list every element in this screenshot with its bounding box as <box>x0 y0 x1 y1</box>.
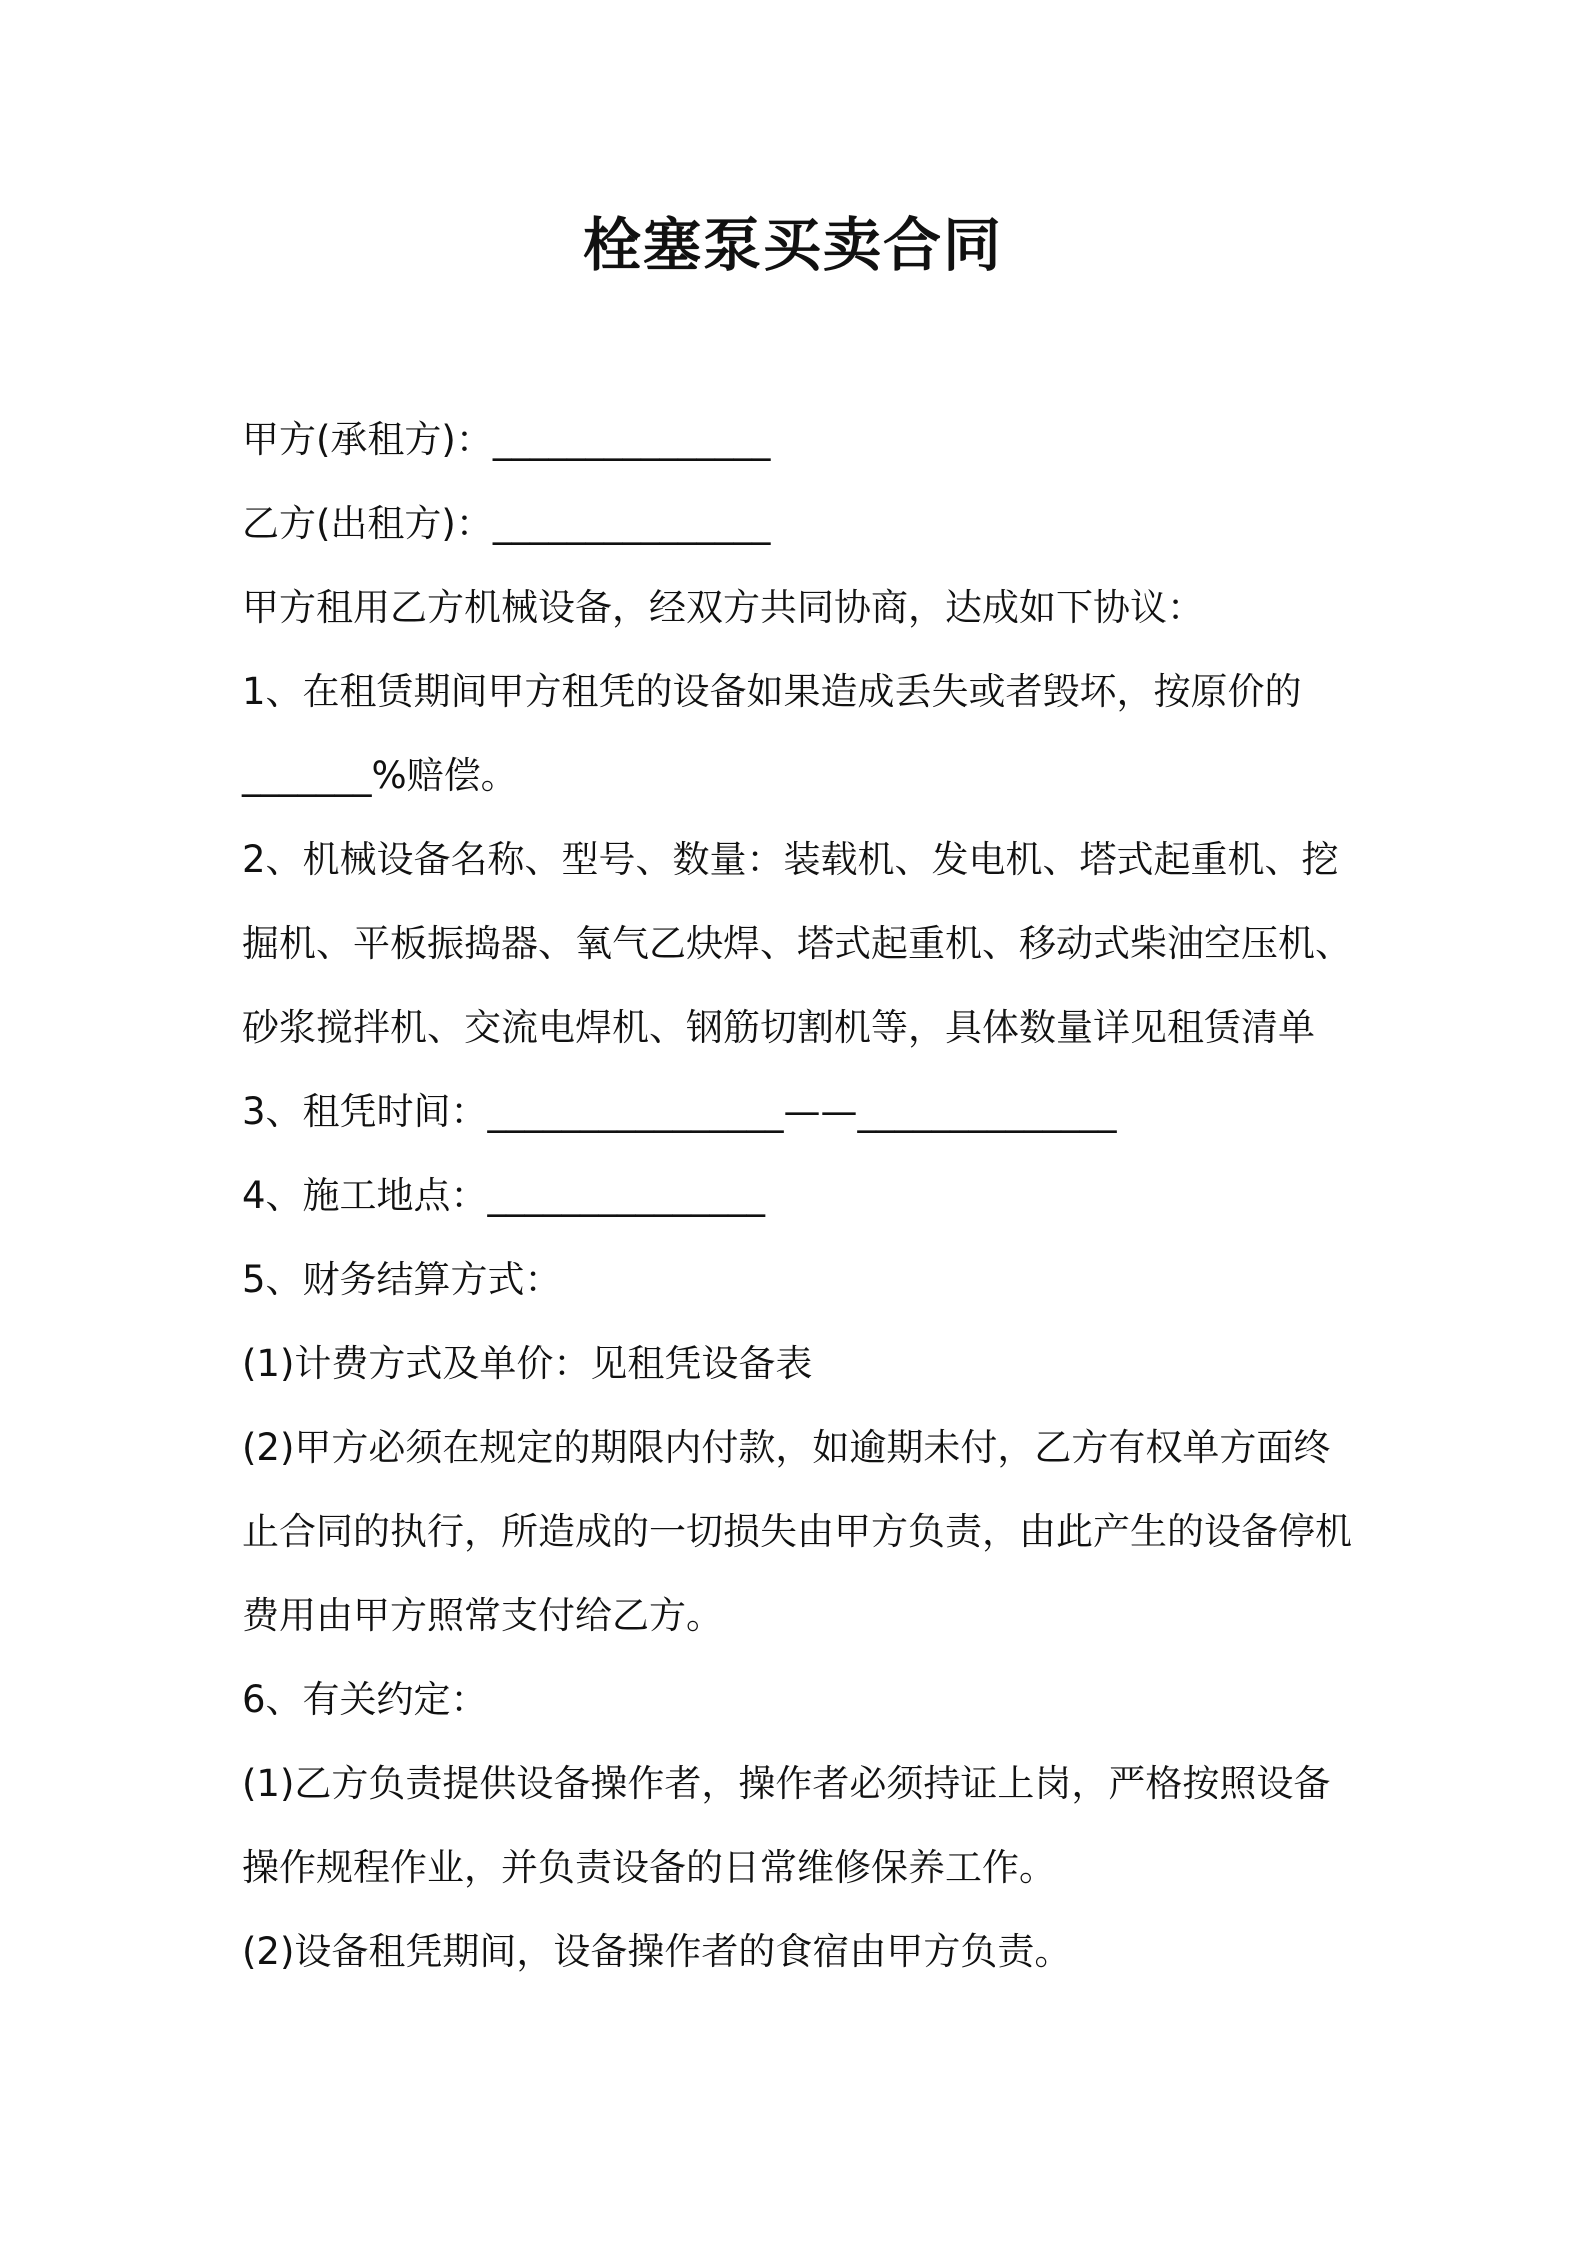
clause-1-line-1: 1、在租赁期间甲方租凭的设备如果造成丢失或者毁坏，按原价的 <box>242 670 1302 713</box>
clause-6-item-2: (2)设备租凭期间，设备操作者的食宿由甲方负责。 <box>242 1930 1072 1973</box>
clause-1-line-2: _______%赔偿。 <box>242 754 518 797</box>
clause-5-heading: 5、财务结算方式： <box>242 1258 562 1301</box>
clause-6-item-1-line-1: (1)乙方负责提供设备操作者，操作者必须持证上岗，严格按照设备 <box>242 1762 1331 1805</box>
clause-5-item-1: (1)计费方式及单价：见租凭设备表 <box>242 1342 813 1385</box>
clause-5-item-2-line-1: (2)甲方必须在规定的期限内付款，如逾期未付，乙方有权单方面终 <box>242 1426 1331 1469</box>
clause-6-item-1-line-2: 操作规程作业，并负责设备的日常维修保养工作。 <box>242 1846 1056 1889</box>
clause-2-line-1: 2、机械设备名称、型号、数量：装载机、发电机、塔式起重机、挖 <box>242 838 1339 881</box>
clause-4-line: 4、施工地点：_______________ <box>242 1174 766 1217</box>
clause-2-line-3: 砂浆搅拌机、交流电焊机、钢筋切割机等，具体数量详见租赁清单 <box>242 1006 1315 1049</box>
clause-5-item-2-line-2: 止合同的执行，所造成的一切损失由甲方负责，由此产生的设备停机 <box>242 1510 1352 1553</box>
clause-6-heading: 6、有关约定： <box>242 1678 488 1721</box>
clause-2-line-2: 掘机、平板振捣器、氧气乙炔焊、塔式起重机、移动式柴油空压机、 <box>242 922 1352 965</box>
clause-3-line: 3、租凭时间：________________——______________ <box>242 1090 1117 1133</box>
clause-5-item-2-line-3: 费用由甲方照常支付给乙方。 <box>242 1594 723 1637</box>
party-a-line: 甲方(承租方)：_______________ <box>242 418 771 461</box>
agreement-intro: 甲方租用乙方机械设备，经双方共同协商，达成如下协议： <box>242 586 1204 629</box>
document-title: 栓塞泵买卖合同 <box>582 211 1003 279</box>
party-b-line: 乙方(出租方)：_______________ <box>242 502 771 545</box>
document-body <box>242 398 1362 1994</box>
